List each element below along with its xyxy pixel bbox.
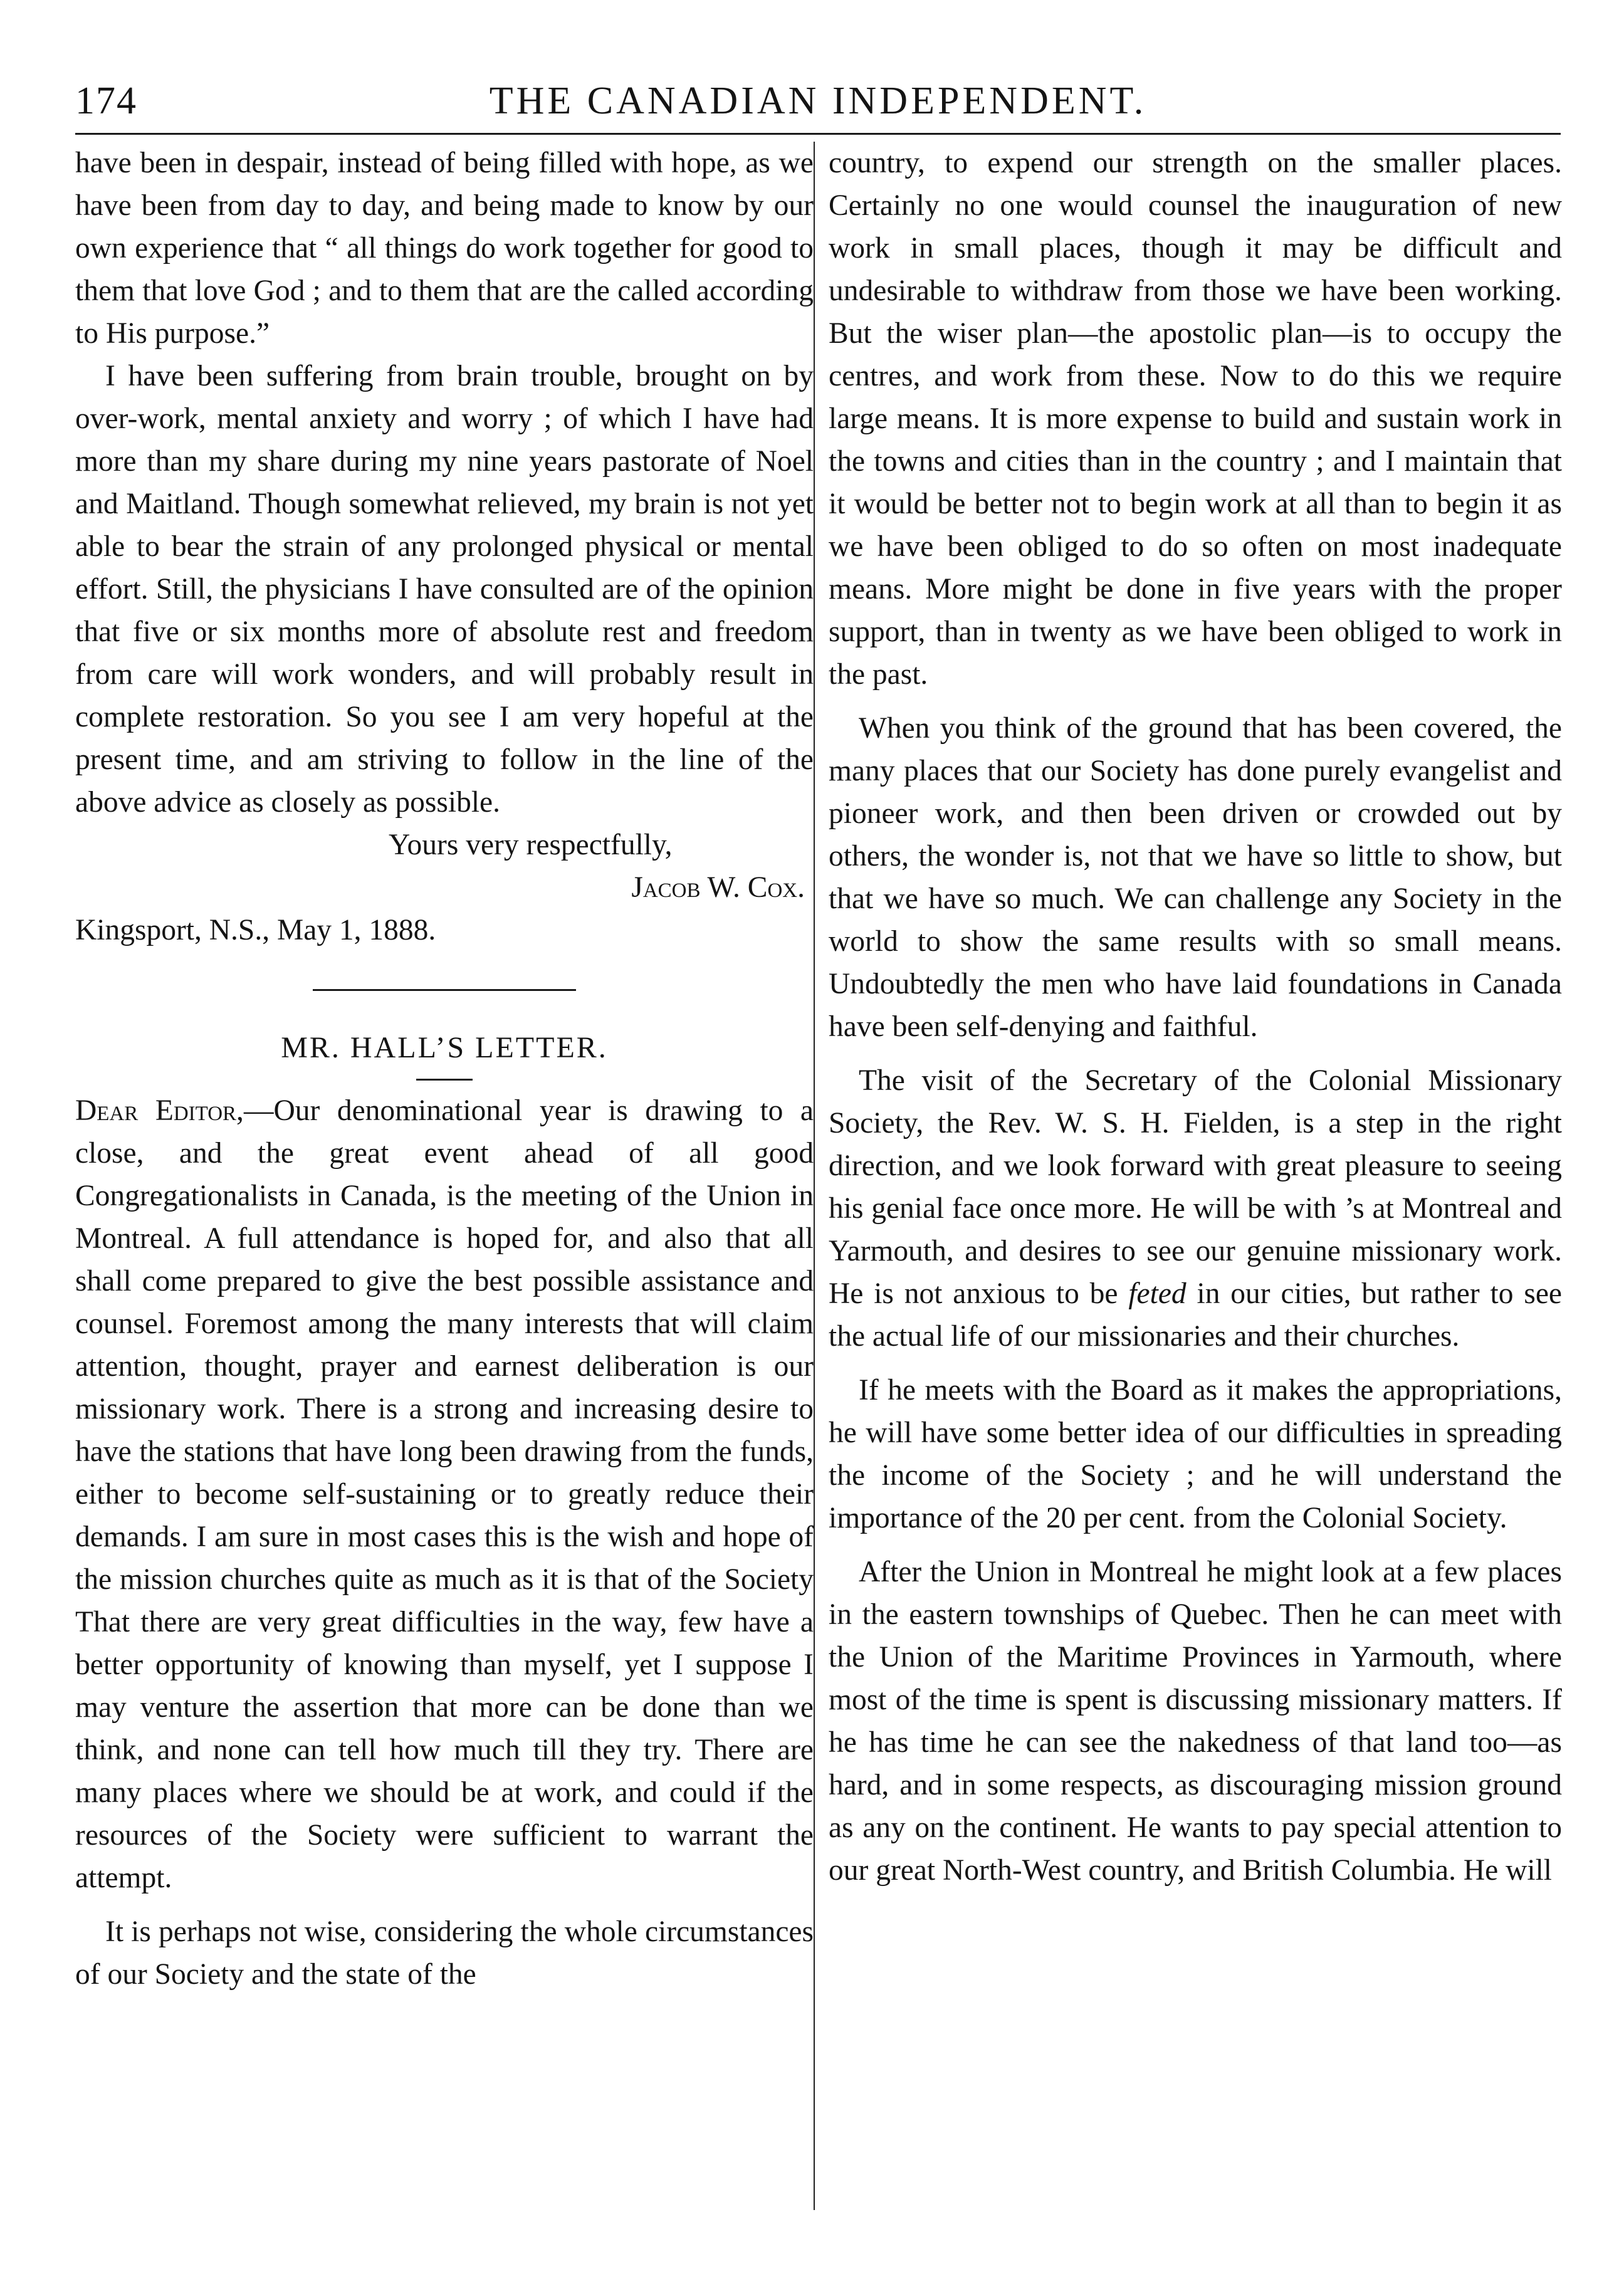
journal-title: THE CANADIAN INDEPENDENT. [489,80,1147,122]
opening-text: —Our denominational year is drawing to a close, and the great event ahead of all good Congregationalists in Canada, is the meeting of the Union in Montreal. A full attendance is hoped for, and also that all shall come prepared to give the best possible assistance and counsel. Foremost among the many interests that will claim attention, thought, prayer and earnest deliberation is our missionary work. There is a strong and increasing desire to have the stations that have long been drawing from the funds, either to become self-sustaining or to greatly reduce their demands. I am sure in most cases this is the wish and hope of the mission churches quite as much as it is that of the Society That there are very great difficulties in the way, few have a better opportunity of knowing than myself, yet I suppose I may venture the assertion that more can be done than we think, and none can tell how much till they try. There are many places where we should be at work, and could if the resources of the Society were sufficient to warrant the attempt. [75,1094,814,1894]
paragraph-text: The visit of the Secretary of the Colonial Missionary Society, the Rev. W. S. H. Fielden, is a step in the right direction, and we look forward with great pleasure to seeing his genial face once more. He will be with ’s at Montreal and Yarmouth, and desires to see our genuine missionary work. He is not anxious to be [829,1064,1562,1310]
page-number: 174 [75,80,137,122]
letter-paragraph: I have been suffering from brain trouble, brought on by over-work, mental anxiety and worry ; of which I have had more than my share during my nine years pastorate of Noel and Maitland. Though somewhat relieved, my brain is not yet able to bear the strain of any prolonged physical or mental effort. Still, the physicians I have consulted are of the opinion that five or six months more of absolute rest and freedom from care will work wonders, and will probably result in complete restoration. So you see I am very hopeful at the present time, and am striving to follow in the line of the above advice as closely as possible. [75,360,814,819]
letter-opening-paragraph [75,1089,814,1899]
letter-signature: Jacob W. Cox. [631,871,805,904]
page-header [75,74,1561,137]
letter-paragraph: After the Union in Montreal he might look at a few places in the eastern townships of Quebec. Then he can meet with the Union of the Maritime Provinces in Yarmouth, where most of the time is spent is discussing missionary matters. If he has time he can see the nakedness of that land too—as hard, and in some respects, as discouraging mission ground as any on the continent. He wants to pay special attention to our great North-West country, and British Columbia. He will [829,1556,1562,1887]
article-separator [313,989,576,991]
header-rule [75,133,1561,135]
right-column [829,142,1562,1892]
letter-paragraph [829,1059,1562,1358]
letter-paragraph: When you think of the ground that has been covered, the many places that our Society has done purely evangelist and pioneer work, and then been driven or crowded out by others, the wonder is, not that we have so little to show, but that we have so much. We can challenge any Society in the world to show the same results with so small means. Undoubtedly the men who have laid foundations in Canada have been self-denying and faithful. [829,712,1562,1043]
letter-paragraph-continued: have been in despair, instead of being filled with hope, as we have been from day to day, and being made to know by our own experience that “ all things do work together for good to them that love God ; and to them that are the called according to His purpose.” [75,147,814,350]
paragraph-text: in our cities, but rather to see the actual life of our missionaries and their churches. [829,1277,1562,1353]
left-column [75,142,814,1996]
heading-rule [416,1079,473,1081]
letter-paragraph: If he meets with the Board as it makes the appropriations, he will have some better idea of our difficulties in spreading the income of the Society ; and he will understand the importance of the 20 per cent. from the Colonial Society. [829,1374,1562,1534]
salutation: Dear Editor, [75,1094,244,1127]
letter-dateline: Kingsport, N.S., May 1, 1888. [75,914,436,946]
letter-paragraph: It is perhaps not wise, considering the whole circumstances of our Society and the state of the [75,1915,814,1991]
italic-word: feted [1128,1277,1187,1310]
column-divider [814,142,815,2210]
letter-closing: Yours very respectfully, [389,829,673,861]
section-heading: MR. HALL’S LETTER. [281,1031,608,1064]
letter-paragraph-continued: country, to expend our strength on the smaller places. Certainly no one would counsel the inauguration of new work in small places, though it may be difficult and undesirable to withdraw from those we have been working. But the wiser plan—the apostolic plan—is to occupy the centres, and work from these. Now to do this we require large means. It is more expense to build and sustain work in the towns and cities than in the country ; and I maintain that it would be better not to begin work at all than to begin it as we have been obliged to do so often on most inadequate means. More might be done in five years with the proper support, than in twenty as we have been obliged to work in the past. [829,147,1562,691]
